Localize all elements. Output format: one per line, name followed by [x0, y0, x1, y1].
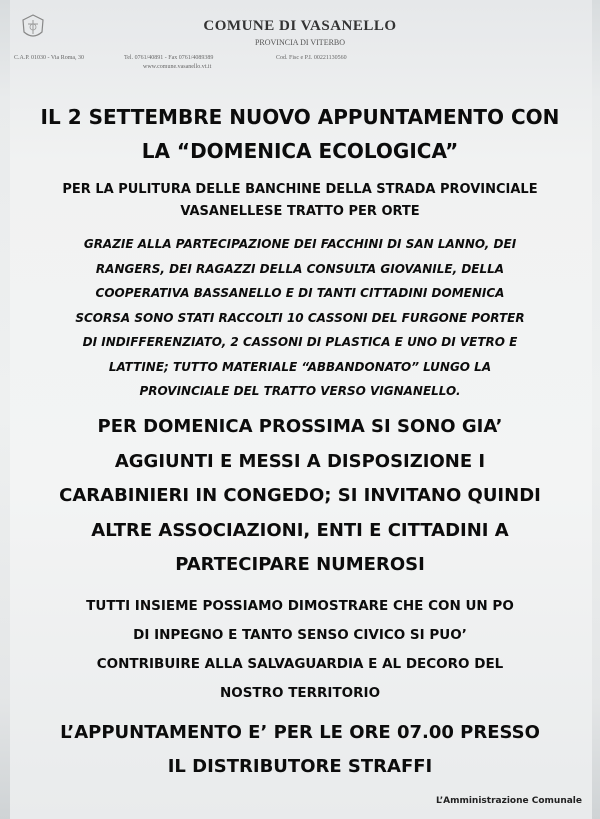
headline-line: LA “DOMENICA ECOLOGICA” [141, 139, 459, 163]
thanks-line: SCORSA SONO STATI RACCOLTI 10 CASSONI DEL FURGONE PORTER [75, 310, 525, 325]
signature: L’Amministrazione Comunale [436, 796, 582, 806]
website: www.comune.vasanello.vt.it [143, 64, 212, 70]
appointment-line: IL DISTRIBUTORE STRAFFI [167, 756, 433, 777]
thanks-line: RANGERS, DEI RAGAZZI DELLA CONSULTA GIOVANILE, DELLA [95, 261, 505, 276]
together-line: NOSTRO TERRITORIO [219, 685, 381, 701]
together-paragraph [0, 592, 600, 708]
thanks-line: GRAZIE ALLA PARTECIPAZIONE DEI FACCHINI DI SAN LANNO, DEI [83, 237, 517, 251]
municipality-title: COMUNE DI VASANELLO [203, 18, 397, 34]
appointment-paragraph [0, 716, 600, 784]
intro-line: PER LA PULITURA DELLE BANCHINE DELLA STRADA PROVINCIALE [62, 182, 538, 197]
together-line: TUTTI INSIEME POSSIAMO DIMOSTRARE CHE CON UN PO [86, 598, 514, 614]
next-sunday-line: CARABINIERI IN CONGEDO; SI INVITANO QUINDI [59, 485, 541, 506]
headline-line: IL 2 SETTEMBRE NUOVO APPUNTAMENTO CON [40, 105, 560, 129]
phone-fax: Tel. 0761/40891 - Fax 0761/4089389 [124, 55, 214, 61]
appointment-line: L’APPUNTAMENTO E’ PER LE ORE 07.00 PRESSO [60, 722, 540, 743]
together-line: DI INPEGNO E TANTO SENSO CIVICO SI PUO’ [133, 627, 467, 643]
thanks-line: LATTINE; TUTTO MATERIALE “ABBANDONATO” LUNGO LA [108, 359, 492, 374]
intro-paragraph [0, 179, 600, 223]
thanks-paragraph [0, 232, 600, 404]
next-sunday-paragraph [0, 410, 600, 583]
next-sunday-line: PER DOMENICA PROSSIMA SI SONO GIA’ [97, 416, 503, 437]
tax-code: Cod. Fisc e P.I. 00221130560 [276, 55, 347, 61]
next-sunday-line: ALTRE ASSOCIAZIONI, ENTI E CITTADINI A [91, 519, 509, 541]
next-sunday-line: PARTECIPARE NUMEROSI [175, 554, 425, 575]
province-subtitle: PROVINCIA DI VITERBO [254, 38, 346, 47]
thanks-line: COOPERATIVA BASSANELLO E DI TANTI CITTADINI DOMENICA [95, 286, 505, 300]
intro-line: VASANELLESE TRATTO PER ORTE [180, 204, 420, 219]
headline [0, 100, 600, 168]
thanks-line: DI INDIFFERENZIATO, 2 CASSONI DI PLASTICA E UNO DI VETRO E [82, 335, 518, 349]
next-sunday-line: AGGIUNTI E MESSI A DISPOSIZIONE I [114, 450, 486, 472]
postal-address: C.A.P. 01030 - Via Roma, 30 [14, 55, 85, 61]
thanks-line: PROVINCIALE DEL TRATTO VERSO VIGNANELLO. [139, 384, 461, 398]
together-line: CONTRIBUIRE ALLA SALVAGUARDIA E AL DECORO DEL [96, 656, 504, 672]
